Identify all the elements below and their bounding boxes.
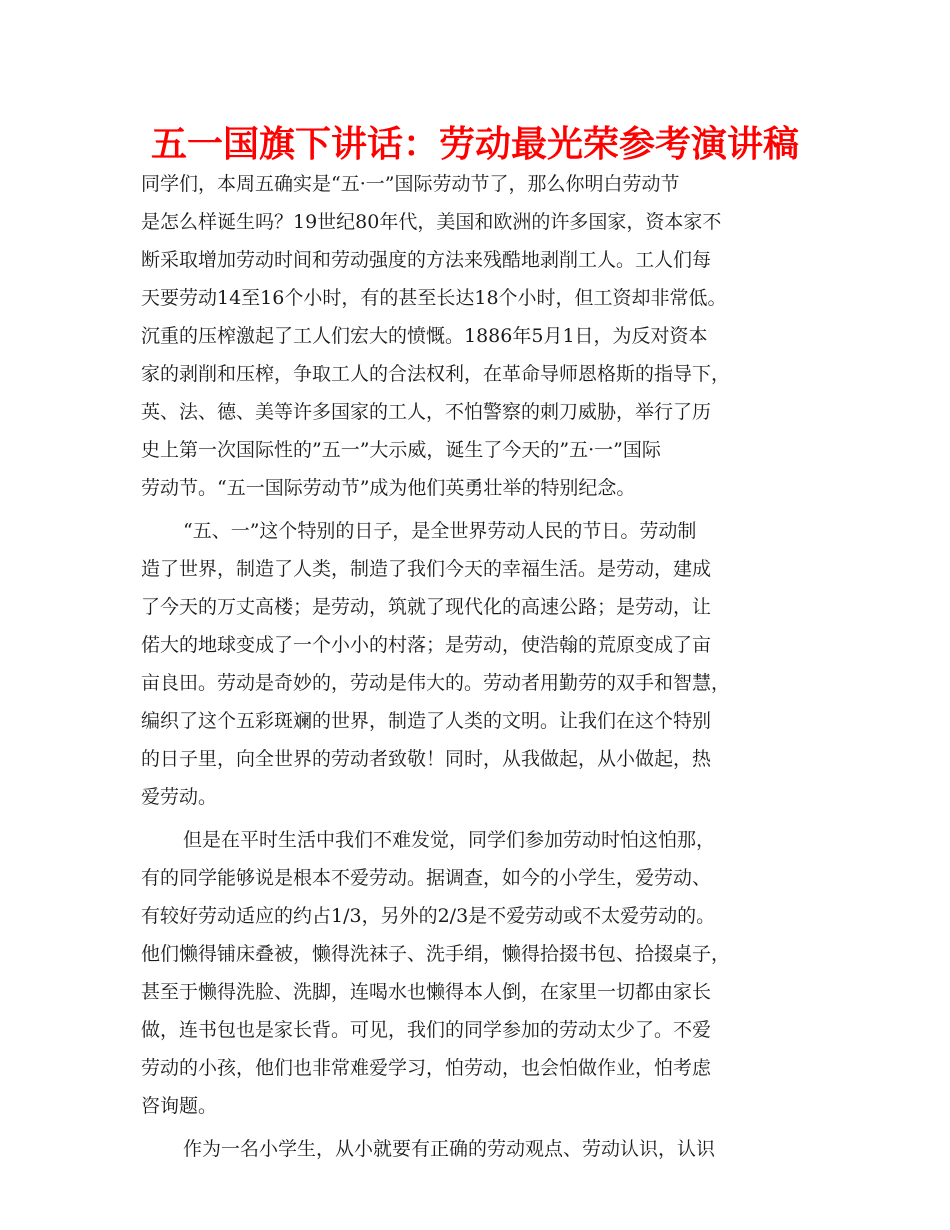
text-line: 爱劳动。 bbox=[141, 786, 218, 808]
text-line: 甚至于懒得洗脸、洗脚，连喝水也懒得本人倒，在家里一切都由家长 bbox=[141, 981, 712, 1003]
text-line: 同学们，本周五确实是“五·一”国际劳动节了，那么你明白劳动节 bbox=[141, 173, 680, 195]
text-line: 断采取增加劳动时间和劳动强度的方法来残酷地剥削工人。工人们每 bbox=[141, 249, 712, 271]
text-line: 天要劳动14至16个小时，有的甚至长达18个小时，但工资却非常低。 bbox=[141, 287, 727, 309]
text-line: 了今天的万丈高楼；是劳动，筑就了现代化的高速公路；是劳动，让 bbox=[141, 596, 712, 618]
text-line: 劳动的小孩，他们也非常难爱学习，怕劳动，也会怕做作业，怕考虑 bbox=[141, 1057, 712, 1079]
text-line: 编织了这个五彩斑斓的世界，制造了人类的文明。让我们在这个特别 bbox=[141, 710, 712, 732]
text-line: 史上第一次国际性的”五一”大示威，诞生了今天的”五·一”国际 bbox=[141, 439, 661, 461]
text-line: 是怎么样诞生吗？19世纪80年代，美国和欧洲的许多国家，资本家不 bbox=[141, 211, 722, 233]
document-body bbox=[141, 165, 821, 1168]
text-line: 偌大的地球变成了一个小小的村落；是劳动，使浩翰的荒原变成了亩 bbox=[141, 634, 712, 656]
text-line: 的日子里，向全世界的劳动者致敬！同时，从我做起，从小做起，热 bbox=[141, 748, 712, 770]
paragraph-3 bbox=[141, 821, 821, 1125]
paragraph-2 bbox=[141, 512, 821, 816]
text-line: “五、一”这个特别的日子，是全世界劳动人民的节日。劳动制 bbox=[183, 520, 697, 542]
text-line: 沉重的压榨激起了工人们宏大的愤慨。1886年5月1日，为反对资本 bbox=[141, 325, 708, 347]
text-line: 家的剥削和压榨，争取工人的合法权利，在革命导师恩格斯的指导下， bbox=[141, 363, 731, 385]
text-line: 他们懒得铺床叠被，懒得洗袜子、洗手绢，懒得拾掇书包、拾掇桌子， bbox=[141, 943, 731, 965]
text-line: 造了世界，制造了人类，制造了我们今天的幸福生活。是劳动，建成 bbox=[141, 558, 712, 580]
text-line: 劳动节。“五一国际劳动节”成为他们英勇壮举的特别纪念。 bbox=[141, 477, 636, 499]
text-line: 有的同学能够说是根本不爱劳动。据调查，如今的小学生，爱劳动、 bbox=[141, 867, 712, 889]
text-line: 咨询题。 bbox=[141, 1095, 218, 1117]
document-title: 五一国旗下讲话：劳动最光荣参考演讲稿 bbox=[150, 124, 799, 165]
text-line: 英、法、德、美等许多国家的工人，不怕警察的刺刀威胁，举行了历 bbox=[141, 401, 712, 423]
paragraph-1 bbox=[141, 165, 821, 507]
paragraph-4 bbox=[141, 1130, 821, 1168]
text-line: 亩良田。劳动是奇妙的，劳动是伟大的。劳动者用勤劳的双手和智慧， bbox=[141, 672, 731, 694]
text-line: 做，连书包也是家长背。可见，我们的同学参加的劳动太少了。不爱 bbox=[141, 1019, 712, 1041]
text-line: 但是在平时生活中我们不难发觉，同学们参加劳动时怕这怕那， bbox=[183, 829, 716, 851]
text-line: 作为一名小学生，从小就要有正确的劳动观点、劳动认识，认识 bbox=[183, 1138, 716, 1160]
text-line: 有较好劳动适应的约占1/3，另外的2/3是不爱劳动或不太爱劳动的。 bbox=[141, 905, 716, 927]
